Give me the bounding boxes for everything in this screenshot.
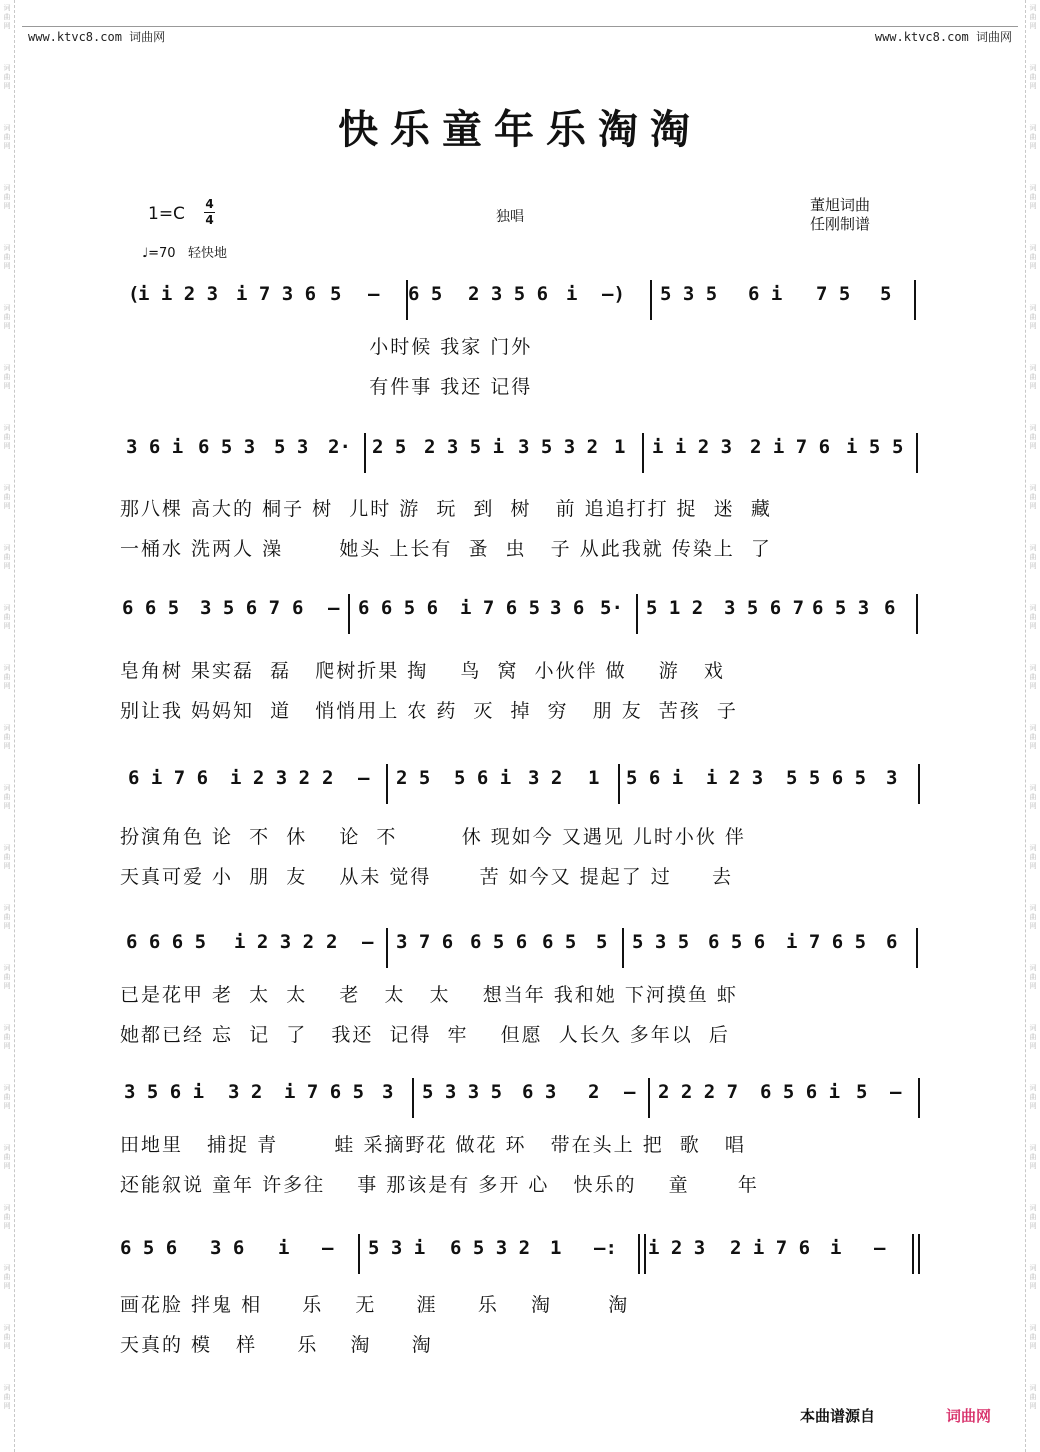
note-group: 6 6 5 [122, 597, 180, 619]
note-group: 6 i [748, 283, 783, 305]
note-group: i 2 3 [706, 767, 764, 789]
barline [642, 433, 644, 473]
note-group: 6 5 [408, 283, 443, 305]
note-group: ( [128, 283, 140, 305]
notation-line [118, 764, 918, 804]
tempo-marking: 轻快地 [187, 246, 227, 261]
note-group: 6 5 [542, 931, 577, 953]
song-title: 快乐童年乐淘淘 [338, 106, 702, 153]
watermark-text: 词 曲 网 [3, 844, 11, 870]
barline [406, 280, 408, 320]
watermark-text: 词 曲 网 [3, 364, 11, 390]
note-group: 2 [326, 931, 338, 953]
note-group: 3 5 6 7 [724, 597, 805, 619]
note-group: 2 i 7 6 [730, 1237, 811, 1259]
note-group: 1 [614, 436, 626, 458]
note-group: 3 2 [528, 767, 563, 789]
right-watermark-strip [1025, 0, 1040, 1452]
note-group: 5 5 6 5 [786, 767, 867, 789]
note-group: i i 2 3 [652, 436, 733, 458]
lyric-line: 天真可爱 小 朋 友 从未 觉得 苦 如今又 提起了 过 去 [120, 866, 733, 888]
note-group: 5 6 i [454, 767, 512, 789]
lyric-line: 别让我 妈妈知 道 悄悄用上 农 药 灭 掉 穷 朋 友 苦孩 子 [120, 700, 738, 722]
note-group: i 5 [846, 436, 881, 458]
tempo [142, 242, 227, 261]
note-group: 3 [886, 767, 898, 789]
barline [386, 764, 388, 804]
note-group: 6 5 6 [120, 1237, 178, 1259]
note-group: 6 5 6 [470, 931, 528, 953]
watermark-text: 词 曲 网 [1029, 244, 1037, 270]
watermark-text: 词 曲 网 [1029, 964, 1037, 990]
lyric-line: 画花脸 拌鬼 相 乐 无 涯 乐 淘 淘 [120, 1294, 630, 1316]
note-group: 3 6 [550, 597, 585, 619]
note-group: 1 [550, 1237, 562, 1259]
watermark-text: 词 曲 网 [3, 724, 11, 750]
watermark-text: 词 曲 网 [3, 1204, 11, 1230]
watermark-text: 词 曲 网 [1029, 124, 1037, 150]
note-group: – [328, 597, 340, 619]
note-group: –) [602, 283, 625, 305]
watermark-text: 词 曲 网 [3, 604, 11, 630]
barline [618, 764, 620, 804]
watermark-text: 词 曲 网 [1029, 1324, 1037, 1350]
note-group: 2 [588, 1081, 600, 1103]
lyric-line: 一桶水 洗两人 澡 她头 上长有 蚤 虫 子 从此我就 传染上 了 [120, 538, 772, 560]
note-group: 6 5 3 [198, 436, 256, 458]
note-group: i 2 3 2 [234, 931, 315, 953]
note-group: 6 5 3 [812, 597, 870, 619]
note-group: 5 [856, 1081, 868, 1103]
watermark-text: 词 曲 网 [1029, 1024, 1037, 1050]
barline [648, 1078, 650, 1118]
watermark-text: 词 曲 网 [1029, 1084, 1037, 1110]
watermark-text: 词 曲 网 [3, 1384, 11, 1410]
credit-lyrics-music: 董旭词曲 [810, 196, 871, 214]
note-group: 2 3 5 i [424, 436, 505, 458]
footer-brand-link[interactable]: 词曲网 [946, 1407, 992, 1425]
note-group: 6 [884, 597, 896, 619]
notation-line [118, 433, 918, 473]
watermark-text: 词 曲 网 [1029, 64, 1037, 90]
note-group: – [358, 767, 370, 789]
barline [912, 1234, 914, 1274]
watermark-text: 词 曲 网 [3, 484, 11, 510]
barline [914, 280, 916, 320]
note-group: 5 [892, 436, 904, 458]
barline [916, 433, 918, 473]
notation-line [118, 280, 918, 320]
watermark-text: 词 曲 网 [1029, 604, 1037, 630]
note-group: i 7 6 5 [460, 597, 541, 619]
time-signature-top: 4 [205, 197, 214, 211]
lyric-line: 有件事 我还 记得 [120, 376, 533, 398]
note-group: 5 [596, 931, 608, 953]
note-group: 5 3 3 5 [422, 1081, 503, 1103]
lyric-line: 她都已经 忘 记 了 我还 记得 牢 但愿 人长久 多年以 后 [120, 1024, 730, 1046]
watermark-text: 词 曲 网 [3, 4, 11, 30]
lyric-line: 还能叙说 童年 许多往 事 那该是有 多开 心 快乐的 童 年 [120, 1174, 759, 1196]
lyric-line: 田地里 捕捉 青 蛙 采摘野花 做花 环 带在头上 把 歌 唱 [120, 1134, 746, 1156]
barline [916, 928, 918, 968]
watermark-text: 词 曲 网 [3, 424, 11, 450]
note-group: 5 3 5 [632, 931, 690, 953]
lyric-line: 天真的 模 样 乐 淘 淘 [120, 1334, 433, 1356]
notation-line [118, 1234, 918, 1274]
note-group: i [566, 283, 578, 305]
note-group: – [890, 1081, 902, 1103]
watermark-text: 词 曲 网 [3, 1144, 11, 1170]
watermark-text: 词 曲 网 [3, 544, 11, 570]
note-group: – [624, 1081, 636, 1103]
note-group: 6 [886, 931, 898, 953]
barline [622, 928, 624, 968]
credit-transcriber: 任刚制谱 [810, 215, 871, 233]
note-group: 6 [292, 597, 304, 619]
note-group: i 2 3 2 [230, 767, 311, 789]
note-group: – [362, 931, 374, 953]
note-group: i 7 6 5 [284, 1081, 365, 1103]
watermark-text: 词 曲 网 [1029, 4, 1037, 30]
watermark-text: 词 曲 网 [3, 184, 11, 210]
note-group: 6 3 [522, 1081, 557, 1103]
tempo-value: ♩=70 [142, 246, 176, 261]
note-group: 5 [330, 283, 342, 305]
lyric-line: 皂角树 果实磊 磊 爬树折果 掏 鸟 窝 小伙伴 做 游 戏 [120, 660, 725, 682]
barline [918, 1078, 920, 1118]
performance-mode: 独唱 [496, 209, 524, 225]
note-group: i [278, 1237, 290, 1259]
watermark-text: 词 曲 网 [3, 964, 11, 990]
watermark-text: 词 曲 网 [1029, 1204, 1037, 1230]
watermark-text: 词 曲 网 [1029, 424, 1037, 450]
time-signature-bottom: 4 [205, 213, 214, 227]
barline [348, 594, 350, 634]
note-group: 3 5 6 i [124, 1081, 205, 1103]
barline [364, 433, 366, 473]
note-group: 5 3 [274, 436, 309, 458]
watermark-text: 词 曲 网 [1029, 904, 1037, 930]
watermark-text: 词 曲 网 [1029, 724, 1037, 750]
barline [650, 280, 652, 320]
watermark-text: 词 曲 网 [3, 244, 11, 270]
watermark-text: 词 曲 网 [1029, 784, 1037, 810]
note-group: i 7 3 6 [236, 283, 317, 305]
barline [386, 928, 388, 968]
watermark-text: 词 曲 网 [1029, 1384, 1037, 1410]
note-group: 3 6 [210, 1237, 245, 1259]
note-group: 2· [328, 436, 351, 458]
note-group: 6 5 3 2 [450, 1237, 531, 1259]
lyric-line: 已是花甲 老 太 太 老 太 太 想当年 我和她 下河摸鱼 虾 [120, 984, 738, 1006]
note-group: 5 6 i [626, 767, 684, 789]
notation-line [118, 928, 918, 968]
note-group: 6 5 6 [708, 931, 766, 953]
note-group: 6 5 6 i [760, 1081, 841, 1103]
barline [918, 1234, 920, 1274]
note-group: i i 2 3 [138, 283, 219, 305]
note-group: – [322, 1237, 334, 1259]
watermark-text: 词 曲 网 [3, 1024, 11, 1050]
note-group: 3 5 6 7 [200, 597, 281, 619]
note-group: 5 3 5 [660, 283, 718, 305]
note-group: i [830, 1237, 842, 1259]
barline [358, 1234, 360, 1274]
left-watermark-strip [0, 0, 15, 1452]
note-group: 7 5 [816, 283, 851, 305]
barline [636, 594, 638, 634]
note-group: 5 3 i [368, 1237, 426, 1259]
lyric-line: 扮演角色 论 不 休 论 不 休 现如今 又遇见 儿时小伙 伴 [120, 826, 746, 848]
key-signature: 1=C [148, 204, 185, 224]
note-group: 1 [588, 767, 600, 789]
watermark-text: 词 曲 网 [1029, 664, 1037, 690]
header-rule [22, 26, 1018, 27]
lyric-line: 那八棵 高大的 桐子 树 儿时 游 玩 到 树 前 追追打打 捉 迷 藏 [120, 498, 772, 520]
header-site-left[interactable]: www.ktvc8.com 词曲网 [28, 30, 166, 44]
note-group: i 7 6 5 [786, 931, 867, 953]
watermark-text: 词 曲 网 [3, 784, 11, 810]
note-group: 2 5 [396, 767, 431, 789]
watermark-text: 词 曲 网 [1029, 364, 1037, 390]
notation-line [118, 594, 918, 634]
note-group: 6 i 7 6 [128, 767, 209, 789]
watermark-text: 词 曲 网 [1029, 484, 1037, 510]
note-group: 2 i 7 6 [750, 436, 831, 458]
note-group: i 2 3 [648, 1237, 706, 1259]
header-site-right[interactable]: www.ktvc8.com 词曲网 [874, 30, 1012, 44]
note-group: 5 [880, 283, 892, 305]
note-group: 2 2 2 7 [658, 1081, 739, 1103]
note-group: 5 1 2 [646, 597, 704, 619]
note-group: 5· [600, 597, 623, 619]
barline [916, 594, 918, 634]
note-group: 6 6 6 5 [126, 931, 207, 953]
note-group: 6 6 5 6 [358, 597, 439, 619]
time-signature [204, 198, 215, 227]
note-group: – [368, 283, 380, 305]
watermark-text: 词 曲 网 [1029, 1144, 1037, 1170]
note-group: 3 2 [228, 1081, 263, 1103]
watermark-text: 词 曲 网 [3, 664, 11, 690]
watermark-text: 词 曲 网 [1029, 844, 1037, 870]
note-group: –: [594, 1237, 617, 1259]
notation-line [118, 1078, 918, 1118]
note-group: 2 3 5 6 [468, 283, 549, 305]
watermark-text: 词 曲 网 [3, 1084, 11, 1110]
watermark-text: 词 曲 网 [3, 1324, 11, 1350]
note-group: 2 [322, 767, 334, 789]
note-group: 2 5 [372, 436, 407, 458]
watermark-text: 词 曲 网 [3, 64, 11, 90]
note-group: 3 6 i [126, 436, 184, 458]
watermark-text: 词 曲 网 [3, 304, 11, 330]
barline [638, 1234, 640, 1274]
note-group: 3 7 6 [396, 931, 454, 953]
note-group: 3 [382, 1081, 394, 1103]
watermark-text: 词 曲 网 [1029, 1264, 1037, 1290]
watermark-text: 词 曲 网 [3, 1264, 11, 1290]
lyric-line: 小时候 我家 门外 [120, 336, 533, 358]
watermark-text: 词 曲 网 [3, 904, 11, 930]
barline [918, 764, 920, 804]
watermark-text: 词 曲 网 [1029, 184, 1037, 210]
note-group: 3 5 3 2 [518, 436, 599, 458]
footer-source-label: 本曲谱源自 [800, 1407, 876, 1425]
barline [412, 1078, 414, 1118]
barline [644, 1234, 646, 1274]
note-group: – [874, 1237, 886, 1259]
watermark-text: 词 曲 网 [1029, 304, 1037, 330]
watermark-text: 词 曲 网 [3, 124, 11, 150]
watermark-text: 词 曲 网 [1029, 544, 1037, 570]
